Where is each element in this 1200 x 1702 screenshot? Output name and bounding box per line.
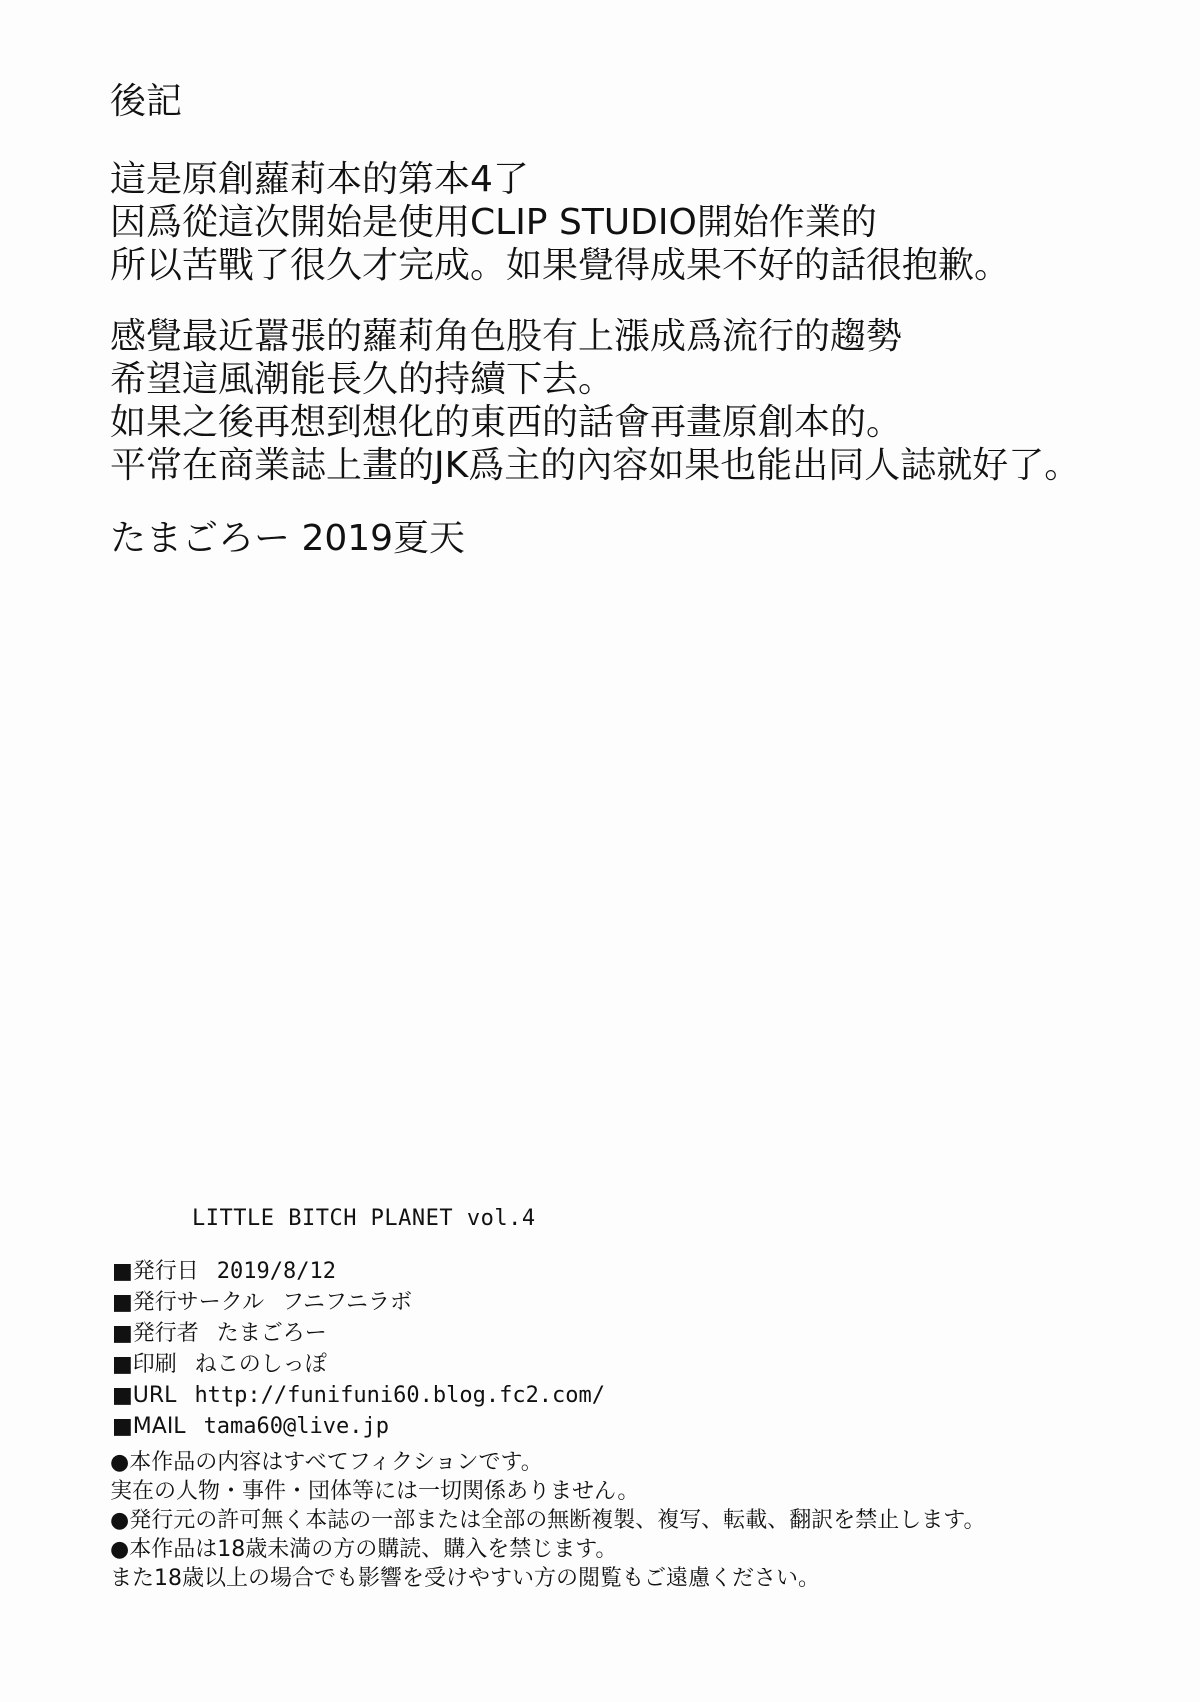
afterword-line: 因爲從這次開始是使用CLIP STUDIO開始作業的 [110,202,877,243]
colophon-row-publisher [112,1318,1112,1349]
colophon-row-url [112,1380,1112,1411]
legal-notices [110,1448,1170,1593]
afterword-line: 希望這風潮能長久的持續下去。 [110,359,615,400]
colophon-label: ■印刷 [112,1352,177,1377]
colophon-label: ■URL [112,1383,177,1408]
colophon-row-printer [112,1349,1112,1380]
afterword-line: 這是原創蘿莉本的第本4了 [110,159,529,200]
colophon-value: たまごろー [216,1321,327,1346]
colophon-row-circle [112,1287,1112,1318]
colophon-value: 2019/8/12 [216,1259,337,1284]
notice-line: また18歳以上の場合でも影響を受けやすい方の閲覧もご遠慮ください。 [110,1566,820,1591]
colophon-label: ■発行者 [112,1321,199,1346]
afterword-line: 感覺最近囂張的蘿莉角色股有上漲成爲流行的趨勢 [110,316,903,357]
afterword-section [110,78,1170,563]
colophon-mail: tama60@live.jp [203,1414,389,1439]
colophon-label: ■発行日 [112,1259,199,1284]
notice-line: ●発行元の許可無く本誌の一部または全部の無断複製、複写、転載、翻訳を禁止します。 [110,1508,986,1533]
colophon-url: http://funifuni60.blog.fc2.com/ [194,1383,606,1408]
colophon-label: ■MAIL [112,1414,186,1439]
colophon-value: フニフニラボ [282,1290,412,1315]
notice-line: 実在の人物・事件・団体等には一切関係ありません。 [110,1479,640,1504]
afterword-line: 所以苦戰了很久才完成。如果覺得成果不好的話很抱歉。 [110,245,1011,286]
colophon-section [112,1204,1112,1442]
colophon-label: ■発行サークル [112,1290,265,1315]
colophon-row-mail [112,1411,1112,1442]
afterword-paragraph-2 [110,315,1170,487]
notice-line: ●本作品の内容はすべてフィクションです。 [110,1450,543,1475]
afterword-line: 平常在商業誌上畫的JK爲主的內容如果也能出同人誌就好了。 [110,445,1081,486]
colophon-row-release-date [112,1256,1112,1287]
afterword-title: 後記 [110,81,183,122]
afterword-line: 如果之後再想到想化的東西的話會再畫原創本的。 [110,402,903,443]
colophon-value: ねこのしっぽ [194,1352,327,1377]
afterword-paragraph-1 [110,158,1170,287]
afterword-signature: たまごろー 2019夏天 [110,518,466,559]
book-title: LITTLE BITCH PLANET vol.4 [192,1206,536,1231]
notice-line: ●本作品は18歳未満の方の購読、購入を禁じます。 [110,1537,618,1562]
